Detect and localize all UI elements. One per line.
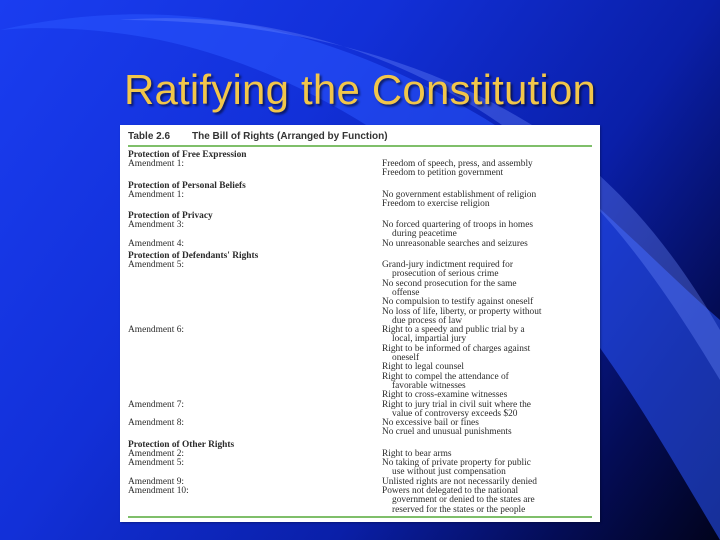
right-text: Right to bear arms — [382, 448, 452, 459]
right-text: Right to jury trial in civil suit where the — [382, 399, 531, 410]
table-row — [128, 240, 592, 249]
right-text: No excessive bail or fines — [382, 418, 479, 429]
right-text: Right to a speedy and public trial by a — [382, 325, 525, 336]
table-row — [128, 326, 592, 400]
slide-title: Ratifying the Constitution — [123, 66, 597, 113]
right-text: No forced quartering of troops in homes — [382, 220, 534, 231]
right-text: Right to compel the attendance of — [382, 371, 509, 382]
table-number: Table 2.6 — [128, 131, 171, 142]
right-text: Freedom of speech, press, and assembly — [382, 159, 533, 169]
right-text: Right to cross-examine witnesses — [382, 390, 508, 401]
section-heading: Protection of Personal Beliefs — [128, 180, 246, 191]
amendment-label: Amendment 1: — [128, 159, 184, 169]
right-text: reserved for the states or the people — [392, 504, 526, 515]
table-row — [128, 401, 592, 420]
right-text: No compulsion to testify against oneself — [382, 297, 534, 308]
right-text: local, impartial jury — [392, 334, 467, 345]
rights-list — [382, 240, 592, 249]
amendment-label: Amendment 8: — [128, 418, 184, 429]
right-text: Right to legal counsel — [382, 362, 465, 373]
right-text: government or denied to the states are — [392, 495, 535, 506]
right-text: Powers not delegated to the national — [382, 485, 519, 496]
right-text: No government establishment of religion — [382, 189, 537, 200]
rights-list — [382, 160, 592, 179]
rights-list — [382, 261, 592, 326]
rights-list — [382, 326, 592, 400]
amendment-label: Amendment 6: — [128, 325, 184, 336]
right-text: Unlisted rights are not necessarily denied — [382, 476, 537, 487]
right-text: No taking of private property for public — [382, 458, 531, 469]
table-row — [128, 191, 592, 210]
right-text: use without just compensation — [392, 467, 506, 478]
amendment-label: Amendment 5: — [128, 260, 184, 271]
right-text: Grand-jury indictment required for — [382, 260, 513, 271]
amendment-label: Amendment 9: — [128, 476, 184, 487]
table-row — [128, 459, 592, 478]
right-text: offense — [392, 287, 420, 298]
rights-list — [382, 221, 592, 240]
right-text: favorable witnesses — [392, 380, 466, 391]
right-text: No second prosecution for the same — [382, 278, 517, 289]
section-heading: Protection of Privacy — [128, 211, 213, 222]
right-text: prosecution of serious crime — [392, 269, 499, 280]
right-text: Freedom to exercise religion — [382, 198, 490, 209]
table-heading — [128, 129, 592, 145]
amendment-label: Amendment 2: — [128, 448, 184, 459]
rights-list — [382, 459, 592, 478]
right-text: No loss of life, liberty, or property without — [382, 306, 542, 317]
rights-list — [382, 191, 592, 210]
right-text: Freedom to petition government — [382, 168, 504, 179]
amendment-label: Amendment 5: — [128, 458, 184, 469]
amendment-label: Amendment 4: — [128, 238, 184, 249]
amendment-label: Amendment 3: — [128, 220, 184, 231]
table-row — [128, 261, 592, 326]
right-text: due process of law — [392, 315, 463, 326]
right-text: oneself — [392, 353, 420, 364]
section-heading: Protection of Defendants' Rights — [128, 251, 259, 262]
amendment-label: Amendment 1: — [128, 189, 184, 200]
rights-list — [382, 487, 592, 515]
table-row — [128, 221, 592, 240]
table-row — [128, 419, 592, 438]
bill-of-rights-table — [120, 125, 600, 522]
table-top-rule — [128, 145, 592, 147]
right-text: Right to be informed of charges against — [382, 343, 531, 354]
right-text: No unreasonable searches and seizures — [382, 238, 528, 249]
section-heading: Protection of Free Expression — [128, 150, 247, 160]
table-row — [128, 487, 592, 515]
amendment-label: Amendment 7: — [128, 399, 184, 410]
table-bottom-rule — [128, 516, 592, 518]
table-row — [128, 478, 592, 487]
right-text: during peacetime — [392, 229, 457, 240]
rights-list — [382, 401, 592, 420]
section-heading: Protection of Other Rights — [128, 439, 235, 450]
right-text: value of controversy exceeds $20 — [392, 408, 518, 419]
rights-list — [382, 419, 592, 438]
right-text: No cruel and unusual punishments — [382, 427, 512, 438]
table-row — [128, 160, 592, 179]
table-caption: The Bill of Rights (Arranged by Function) — [192, 131, 388, 142]
amendment-label: Amendment 10: — [128, 485, 189, 496]
table-body — [128, 150, 592, 515]
